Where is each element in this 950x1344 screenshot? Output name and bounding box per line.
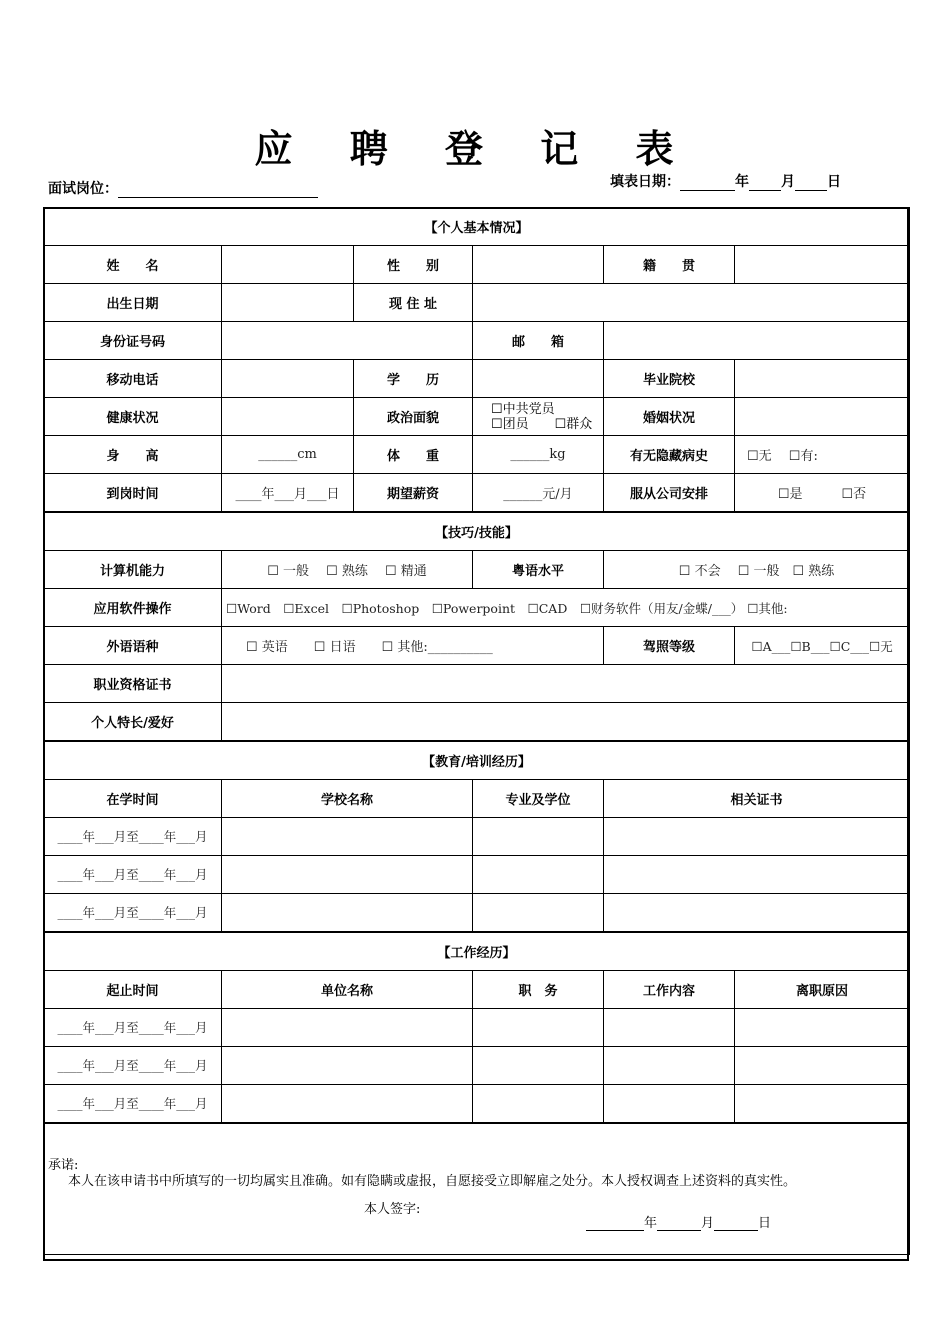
- section-basic: 【个人基本情况】: [44, 208, 910, 246]
- section-skills: 【技巧/技能】: [44, 512, 910, 551]
- edu-header-cert: 相关证书: [604, 780, 910, 818]
- sign-year-input[interactable]: [586, 1216, 644, 1231]
- position-field: [48, 178, 318, 198]
- label-native: 籍 贯: [604, 246, 735, 284]
- fill-date-label: 填表日期：: [610, 174, 680, 190]
- label-height: 身 高: [44, 436, 222, 474]
- position-input[interactable]: [118, 183, 318, 198]
- disease-options[interactable]: ☐无 ☐有:: [735, 436, 910, 474]
- work-header-content: 工作内容: [604, 971, 735, 1009]
- label-cert: 职业资格证书: [44, 665, 222, 703]
- label-hobby: 个人特长/爱好: [44, 703, 222, 742]
- input-health[interactable]: [222, 398, 354, 436]
- computer-options[interactable]: ☐ 一般 ☐ 熟练 ☐ 精通: [222, 551, 473, 589]
- label-name: 姓 名: [44, 246, 222, 284]
- work-reason-2[interactable]: [735, 1047, 910, 1085]
- cantonese-options[interactable]: ☐ 不会 ☐ 一般 ☐ 熟练: [604, 551, 910, 589]
- label-computer: 计算机能力: [44, 551, 222, 589]
- work-title-3[interactable]: [473, 1085, 604, 1124]
- registration-table: [43, 207, 910, 1255]
- work-title-1[interactable]: [473, 1009, 604, 1047]
- label-cantonese: 粤语水平: [473, 551, 604, 589]
- edu-header-time: 在学时间: [44, 780, 222, 818]
- label-health: 健康状况: [44, 398, 222, 436]
- label-weight: 体 重: [354, 436, 473, 474]
- label-obey: 服从公司安排: [604, 474, 735, 513]
- work-header-company: 单位名称: [222, 971, 473, 1009]
- table-row: [44, 1047, 910, 1085]
- obey-options[interactable]: ☐是 ☐否: [735, 474, 910, 513]
- work-header-title: 职 务: [473, 971, 604, 1009]
- input-hobby[interactable]: [222, 703, 910, 742]
- input-edu[interactable]: [473, 360, 604, 398]
- input-address[interactable]: [473, 284, 910, 322]
- label-arrival: 到岗时间: [44, 474, 222, 513]
- input-cert[interactable]: [222, 665, 910, 703]
- work-header-reason: 离职原因: [735, 971, 910, 1009]
- input-marriage[interactable]: [735, 398, 910, 436]
- politics-option-league[interactable]: ☐团员 ☐群众: [491, 416, 593, 432]
- label-edu: 学 历: [354, 360, 473, 398]
- signature-label: 本人签字:: [364, 1202, 421, 1217]
- input-email[interactable]: [604, 322, 910, 360]
- work-date-3[interactable]: ____年___月至____年___月: [44, 1085, 222, 1124]
- edu-major-1[interactable]: [473, 818, 604, 856]
- language-options[interactable]: ☐ 英语 ☐ 日语 ☐ 其他:__________: [222, 627, 604, 665]
- label-birth: 出生日期: [44, 284, 222, 322]
- edu-major-2[interactable]: [473, 856, 604, 894]
- edu-cert-3[interactable]: [604, 894, 910, 933]
- section-education: 【教育/培训经历】: [44, 741, 910, 780]
- commitment-label: 承诺:: [48, 1158, 79, 1173]
- table-row: [44, 1009, 910, 1047]
- input-name[interactable]: [222, 246, 354, 284]
- sign-month-input[interactable]: [657, 1216, 701, 1231]
- table-row: [44, 856, 910, 894]
- label-gender: 性 别: [354, 246, 473, 284]
- work-reason-3[interactable]: [735, 1085, 910, 1124]
- fill-month-input[interactable]: [749, 176, 781, 191]
- input-salary[interactable]: ______元/月: [473, 474, 604, 513]
- work-company-3[interactable]: [222, 1085, 473, 1124]
- label-email: 邮 箱: [473, 322, 604, 360]
- label-software: 应用软件操作: [44, 589, 222, 627]
- edu-school-2[interactable]: [222, 856, 473, 894]
- label-politics: 政治面貌: [354, 398, 473, 436]
- commitment-text: 本人在该申请书中所填写的一切均属实且准确。如有隐瞒或虚报，自愿接受立即解雇之处分。本人授权调查上述资料的真实性。: [68, 1174, 797, 1189]
- input-school[interactable]: [735, 360, 910, 398]
- edu-cert-1[interactable]: [604, 818, 910, 856]
- fill-day-input[interactable]: [795, 176, 827, 191]
- software-options[interactable]: ☐Word ☐Excel ☐Photoshop ☐Powerpoint ☐CAD ☐财务软件（用友/金蝶/___） ☐其他:: [222, 589, 910, 627]
- label-school: 毕业院校: [604, 360, 735, 398]
- edu-date-2[interactable]: ____年___月至____年___月: [44, 856, 222, 894]
- work-content-3[interactable]: [604, 1085, 735, 1124]
- work-content-1[interactable]: [604, 1009, 735, 1047]
- work-company-1[interactable]: [222, 1009, 473, 1047]
- edu-header-major: 专业及学位: [473, 780, 604, 818]
- label-language: 外语语种: [44, 627, 222, 665]
- section-work: 【工作经历】: [44, 932, 910, 971]
- table-row: [44, 894, 910, 933]
- position-label: 面试岗位：: [48, 181, 118, 197]
- sign-day-label: 日: [758, 1216, 772, 1231]
- edu-date-1[interactable]: ____年___月至____年___月: [44, 818, 222, 856]
- fill-year-input[interactable]: [680, 176, 735, 191]
- fill-month-label: 月: [781, 174, 795, 190]
- fill-day-label: 日: [827, 174, 841, 190]
- input-id[interactable]: [222, 322, 473, 360]
- signature-date: [586, 1212, 771, 1231]
- edu-school-1[interactable]: [222, 818, 473, 856]
- label-disease: 有无隐藏病史: [604, 436, 735, 474]
- label-license: 驾照等级: [604, 627, 735, 665]
- sign-day-input[interactable]: [714, 1216, 758, 1231]
- work-company-2[interactable]: [222, 1047, 473, 1085]
- table-row: [44, 818, 910, 856]
- table-row: [44, 1085, 910, 1124]
- input-height[interactable]: ______cm: [222, 436, 354, 474]
- input-native[interactable]: [735, 246, 910, 284]
- edu-cert-2[interactable]: [604, 856, 910, 894]
- sign-month-label: 月: [701, 1216, 715, 1231]
- politics-options[interactable]: [473, 398, 604, 436]
- fill-date: [610, 171, 841, 191]
- input-arrival[interactable]: ____年___月___日: [222, 474, 354, 513]
- input-gender[interactable]: [473, 246, 604, 284]
- work-header-time: 起止时间: [44, 971, 222, 1009]
- label-marriage: 婚姻状况: [604, 398, 735, 436]
- input-weight[interactable]: ______kg: [473, 436, 604, 474]
- edu-school-3[interactable]: [222, 894, 473, 933]
- work-date-2[interactable]: ____年___月至____年___月: [44, 1047, 222, 1085]
- work-reason-1[interactable]: [735, 1009, 910, 1047]
- label-id: 身份证号码: [44, 322, 222, 360]
- edu-date-3[interactable]: ____年___月至____年___月: [44, 894, 222, 933]
- fill-year-label: 年: [735, 174, 749, 190]
- commitment-block: [44, 1123, 910, 1255]
- edu-header-school: 学校名称: [222, 780, 473, 818]
- license-options[interactable]: ☐A___☐B___☐C___☐无: [735, 627, 910, 665]
- label-mobile: 移动电话: [44, 360, 222, 398]
- label-salary: 期望薪资: [354, 474, 473, 513]
- page-title: 应 聘 登 记 表: [254, 126, 696, 171]
- label-address: 现 住 址: [354, 284, 473, 322]
- politics-option-party[interactable]: ☐中共党员: [491, 401, 555, 417]
- sign-year-label: 年: [644, 1216, 658, 1231]
- work-title-2[interactable]: [473, 1047, 604, 1085]
- input-birth[interactable]: [222, 284, 354, 322]
- edu-major-3[interactable]: [473, 894, 604, 933]
- work-content-2[interactable]: [604, 1047, 735, 1085]
- work-date-1[interactable]: ____年___月至____年___月: [44, 1009, 222, 1047]
- input-mobile[interactable]: [222, 360, 354, 398]
